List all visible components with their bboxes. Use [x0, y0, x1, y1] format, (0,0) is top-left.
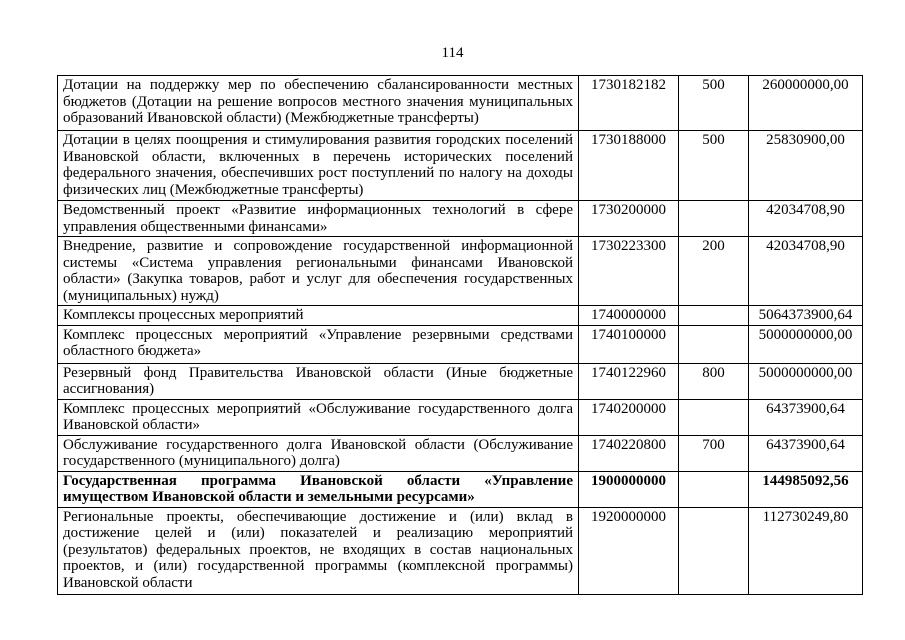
table-row: [58, 76, 863, 131]
table-row: [58, 363, 863, 399]
budget-table: [57, 75, 863, 595]
cell-program-name: Внедрение, развитие и сопровождение государственной информационной системы «Система управления региональными финансами Ивановской области» (Закупка товаров, работ и услуг для обеспечения государственных (муниципальных) нужд): [58, 237, 579, 306]
cell-expense-group: [679, 325, 749, 363]
cell-amount: 144985092,56: [749, 471, 863, 507]
cell-program-name: Дотации в целях поощрения и стимулирования развития городских поселений Ивановской области, включенных в перечень исторических поселений федерального значения, обеспечивших рост поступлений по налогу на доходы физических лиц (Межбюджетные трансферты): [58, 131, 579, 201]
cell-expense-group: 200: [679, 237, 749, 306]
cell-program-name: Обслуживание государственного долга Ивановской области (Обслуживание государственного (муниципального) долга): [58, 435, 579, 471]
cell-program-name: Ведомственный проект «Развитие информационных технологий в сфере управления общественными финансами»: [58, 201, 579, 237]
cell-program-name: Резервный фонд Правительства Ивановской области (Иные бюджетные ассигнования): [58, 363, 579, 399]
cell-target-code: 1740122960: [579, 363, 679, 399]
table-row: [58, 399, 863, 435]
page-number: 114: [441, 45, 464, 61]
cell-amount: 64373900,64: [749, 399, 863, 435]
cell-target-code: 1740220800: [579, 435, 679, 471]
table-row: [58, 471, 863, 507]
cell-target-code: 1740000000: [579, 306, 679, 326]
cell-expense-group: [679, 471, 749, 507]
cell-expense-group: 500: [679, 76, 749, 131]
cell-amount: 5000000000,00: [749, 325, 863, 363]
cell-target-code: 1730182182: [579, 76, 679, 131]
cell-target-code: 1920000000: [579, 507, 679, 594]
cell-target-code: 1740100000: [579, 325, 679, 363]
cell-amount: 64373900,64: [749, 435, 863, 471]
cell-expense-group: [679, 507, 749, 594]
cell-amount: 5064373900,64: [749, 306, 863, 326]
table-row: [58, 325, 863, 363]
budget-table-body: [58, 76, 863, 595]
table-row: [58, 131, 863, 201]
cell-amount: 260000000,00: [749, 76, 863, 131]
cell-amount: 112730249,80: [749, 507, 863, 594]
cell-amount: 42034708,90: [749, 201, 863, 237]
cell-program-name: Дотации на поддержку мер по обеспечению сбалансированности местных бюджетов (Дотации на решение вопросов местного значения муниципальных образований Ивановской области) (Межбюджетные трансферты): [58, 76, 579, 131]
cell-expense-group: [679, 306, 749, 326]
table-row: [58, 507, 863, 594]
table-row: [58, 237, 863, 306]
cell-target-code: 1730223300: [579, 237, 679, 306]
cell-program-name: Региональные проекты, обеспечивающие достижение и (или) вклад в достижение целей и (или) показателей и реализацию мероприятий (результатов) федеральных проектов, не входящих в состав национальных проектов, и (или) государственной программы (комплексной программы) Ивановской области: [58, 507, 579, 594]
cell-expense-group: 800: [679, 363, 749, 399]
cell-expense-group: [679, 201, 749, 237]
cell-expense-group: 700: [679, 435, 749, 471]
table-row: [58, 435, 863, 471]
cell-amount: 5000000000,00: [749, 363, 863, 399]
table-row: [58, 306, 863, 326]
cell-program-name: Государственная программа Ивановской области «Управление имуществом Ивановской области и земельными ресурсами»: [58, 471, 579, 507]
cell-amount: 42034708,90: [749, 237, 863, 306]
cell-target-code: 1740200000: [579, 399, 679, 435]
cell-expense-group: [679, 399, 749, 435]
cell-amount: 25830900,00: [749, 131, 863, 201]
cell-target-code: 1730200000: [579, 201, 679, 237]
cell-target-code: 1900000000: [579, 471, 679, 507]
table-row: [58, 201, 863, 237]
cell-expense-group: 500: [679, 131, 749, 201]
cell-program-name: Комплекс процессных мероприятий «Управление резервными средствами областного бюджета»: [58, 325, 579, 363]
cell-program-name: Комплексы процессных мероприятий: [58, 306, 579, 326]
cell-program-name: Комплекс процессных мероприятий «Обслуживание государственного долга Ивановской области»: [58, 399, 579, 435]
cell-target-code: 1730188000: [579, 131, 679, 201]
